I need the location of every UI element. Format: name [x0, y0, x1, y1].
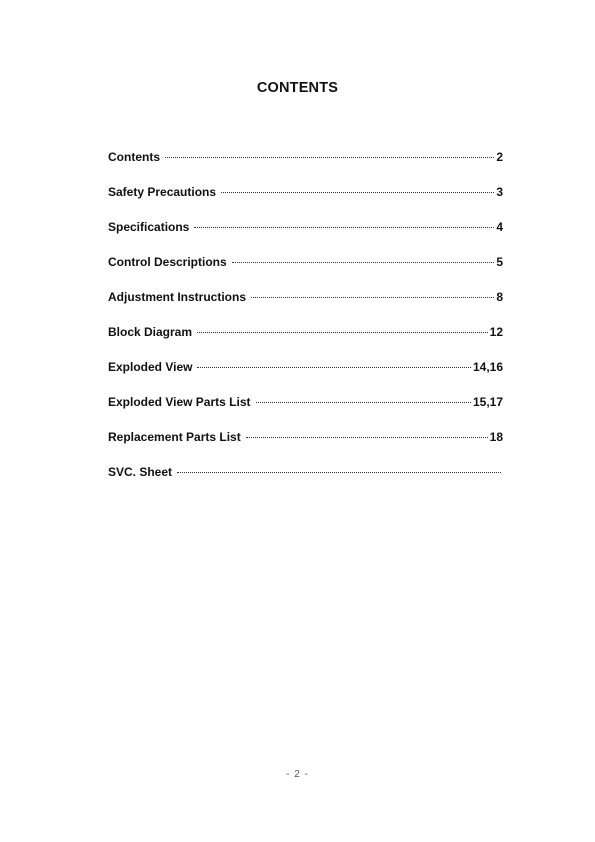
- toc-entry-label: Exploded View: [108, 360, 193, 374]
- toc-entry-exploded-view-parts-list[interactable]: [108, 395, 503, 430]
- toc-entry-page: 5: [496, 255, 503, 269]
- page-number: - 2 -: [286, 769, 309, 780]
- toc-entry-svc-sheet[interactable]: [108, 465, 503, 500]
- toc-dot-leader: [221, 192, 494, 193]
- toc-entry-label: SVC. Sheet: [108, 465, 173, 479]
- toc-dot-leader: [246, 437, 488, 438]
- toc-entry-replacement-parts-list[interactable]: [108, 430, 503, 465]
- toc-dot-leader: [165, 157, 494, 158]
- toc-entry-specifications[interactable]: [108, 220, 503, 255]
- page-title: CONTENTS: [256, 80, 339, 96]
- toc-entry-control-descriptions[interactable]: [108, 255, 503, 290]
- toc-entry-block-diagram[interactable]: [108, 325, 503, 360]
- toc-entry-page: 3: [496, 185, 503, 199]
- toc-entry-label: Specifications: [108, 220, 190, 234]
- toc-entry-page: 14,16: [472, 360, 503, 374]
- toc-entry-label: Adjustment Instructions: [108, 290, 247, 304]
- toc-entry-contents[interactable]: [108, 150, 503, 185]
- toc-entry-label: Exploded View Parts List: [108, 395, 251, 409]
- toc-dot-leader: [194, 227, 494, 228]
- toc-entry-label: Block Diagram: [108, 325, 193, 339]
- toc-dot-leader: [177, 472, 501, 473]
- toc-dot-leader: [232, 262, 495, 263]
- toc-dot-leader: [197, 367, 471, 368]
- toc-entry-exploded-view[interactable]: [108, 360, 503, 395]
- table-of-contents: [108, 150, 503, 500]
- toc-dot-leader: [197, 332, 488, 333]
- toc-entry-adjustment-instructions[interactable]: [108, 290, 503, 325]
- toc-entry-label: Replacement Parts List: [108, 430, 241, 444]
- toc-entry-safety-precautions[interactable]: [108, 185, 503, 220]
- toc-entry-page: 2: [496, 150, 503, 164]
- toc-entry-page: 4: [496, 220, 503, 234]
- toc-entry-label: Contents: [108, 150, 160, 164]
- toc-dot-leader: [251, 297, 494, 298]
- toc-entry-page: 12: [489, 325, 503, 339]
- toc-entry-page: 8: [496, 290, 503, 304]
- toc-entry-label: Safety Precautions: [108, 185, 217, 199]
- toc-entry-page: 18: [489, 430, 503, 444]
- toc-dot-leader: [256, 402, 471, 403]
- toc-entry-label: Control Descriptions: [108, 255, 227, 269]
- toc-entry-page: 15,17: [472, 395, 503, 409]
